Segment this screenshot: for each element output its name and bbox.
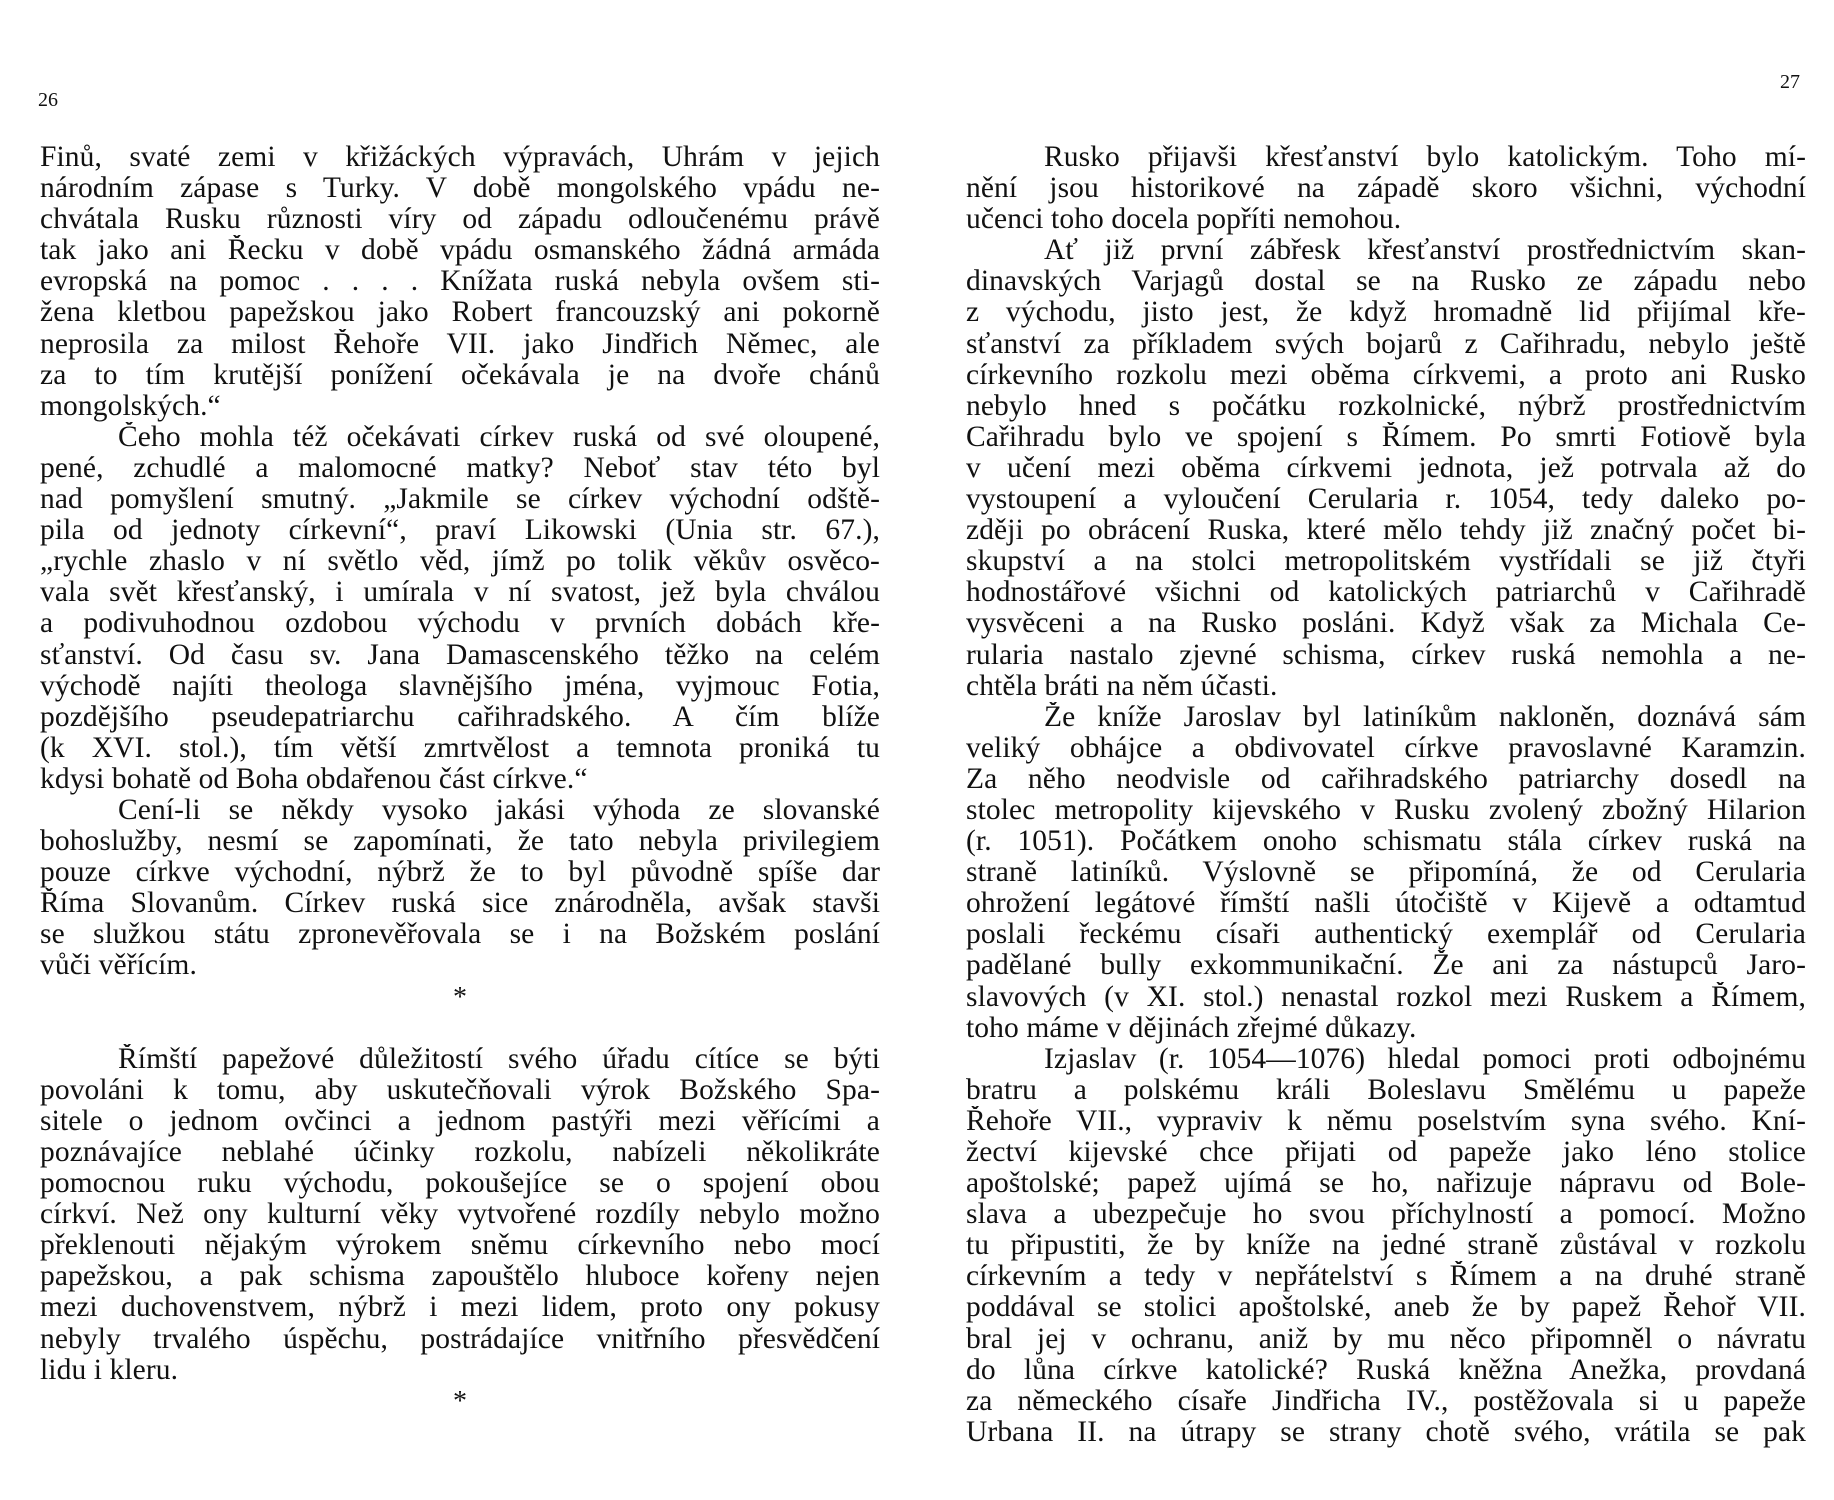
left-page-text — [40, 142, 880, 1448]
text-line: Římští papežové důležitostí svého úřadu cítíce se býti — [118, 1043, 880, 1075]
text-line: církví. Než ony kulturní věky vytvořené rozdíly nebylo možno — [40, 1199, 880, 1231]
text-line: pomocnou ruku východu, pokoušejíce se o spojení obou — [40, 1168, 880, 1200]
text-line: bohoslužby, nesmí se zapomínati, že tato nebyla privilegiem — [40, 826, 880, 858]
text-line: vala svět křesťanský, i umírala v ní svatost, jež byla chválou — [40, 577, 880, 609]
text-line: (k XVI. stol.), tím větší zmrtvělost a temnota proniká tu — [40, 732, 880, 764]
text-line: vysvěceni a na Rusko posláni. Když však za Michala Ce- — [966, 608, 1806, 640]
right-page-text — [966, 142, 1806, 1448]
text-line: slava a ubezpečuje ho svou příchylností a pomocí. Možno — [966, 1199, 1806, 1231]
text-line: žena kletbou papežskou jako Robert francouzský ani pokorně — [40, 297, 880, 329]
text-line: z východu, jisto jest, že když hromadně lid přijímal kře- — [966, 297, 1806, 329]
text-line: poddával se stolici apoštolské, aneb že by papež Řehoř VII. — [966, 1292, 1806, 1324]
text-line: překlenouti nějakým výrokem sněmu církevního nebo mocí — [40, 1230, 880, 1262]
text-line: východě najíti theologa slavnějšího jména, vyjmouc Fotia, — [40, 670, 880, 702]
text-line: tu připustiti, že by kníže na jedné straně zůstával v rozkolu — [966, 1230, 1806, 1262]
text-line: a podivuhodnou ozdobou východu v prvních dobách kře- — [40, 608, 880, 640]
text-line: učenci toho docela popříti nemohou. — [966, 204, 1402, 236]
text-line: sitele o jednom ovčinci a jednom pastýři mezi věřícími a — [40, 1105, 880, 1137]
text-line: církevním a tedy v nepřátelství s Římem a na druhé straně — [966, 1261, 1806, 1293]
text-line: pouze církve východní, nýbrž že to byl původně spíše dar — [40, 857, 880, 889]
text-line: slavových (v XI. stol.) nenastal rozkol mezi Ruskem a Římem, — [966, 981, 1806, 1013]
text-line: lidu i kleru. — [40, 1354, 179, 1386]
text-line: bratru a polskému králi Boleslavu Smělému u papeže — [966, 1074, 1806, 1106]
text-line: ohrožení legátové římští našli útočiště v Kijevě a odtamtud — [966, 888, 1806, 920]
section-separator: * — [452, 981, 468, 1013]
text-line: Čeho mohla též očekávati církev ruská od své oloupené, — [118, 421, 880, 453]
text-line: vůči věřícím. — [40, 950, 197, 982]
text-line: pila od jednoty církevní“, praví Likowski (Unia str. 67.), — [40, 515, 880, 547]
text-line: Řehoře VII., vypraviv k němu poselstvím syna svého. Kní- — [966, 1105, 1806, 1137]
page-number-left: 26 — [38, 89, 58, 111]
text-line: padělané bully exkommunikační. Že ani za nástupců Jaro- — [966, 950, 1806, 982]
text-line: neprosila za milost Řehoře VII. jako Jindřich Němec, ale — [40, 328, 880, 360]
text-line: chvátala Rusku různosti víry od západu odloučenému právě — [40, 204, 880, 236]
text-line: veliký obhájce a obdivovatel církve pravoslavné Karamzin. — [966, 732, 1806, 764]
text-line: Říma Slovanům. Církev ruská sice znárodněla, avšak stavši — [40, 888, 880, 920]
text-line: mongolských.“ — [40, 390, 221, 422]
text-line: poslali řeckému císaři authentický exemplář od Cerularia — [966, 919, 1806, 951]
text-line: apoštolské; papež ujímá se ho, nařizuje nápravu od Bole- — [966, 1168, 1806, 1200]
text-line: Cení-li se někdy vysoko jakási výhoda ze slovanské — [118, 794, 880, 826]
text-line: papežskou, a pak schisma zapouštělo hluboce kořeny nejen — [40, 1261, 880, 1293]
text-line: nad pomyšlení smutný. „Jakmile se církev východní odště- — [40, 484, 880, 516]
page-number-right: 27 — [1780, 71, 1800, 93]
text-line: Finů, svaté zemi v křižáckých výpravách, Uhrám v jejich — [40, 142, 880, 173]
text-line: skupství a na stolci metropolitském vystřídali se již čtyři — [966, 546, 1806, 578]
text-line: poznávajíce neblahé účinky rozkolu, nabízeli několikráte — [40, 1137, 880, 1168]
text-line: sťanství za příkladem svých bojarů z Cařihradu, nebylo ještě — [966, 328, 1806, 360]
text-line: evropská na pomoc . . . . Knížata ruská nebyla ovšem sti- — [40, 266, 880, 298]
text-line: sťanství. Od času sv. Jana Damascenského těžko na celém — [40, 639, 880, 671]
text-line: v učení mezi oběma církvemi jednota, jež potrvala až do — [966, 452, 1806, 484]
text-line: chtěla bráti na něm účasti. — [966, 670, 1278, 702]
spacer — [40, 1013, 880, 1044]
text-line: za německého císaře Jindřicha IV., postěžovala si u papeže — [966, 1385, 1806, 1417]
text-line: nění jsou historikové na západě skoro všichni, východní — [966, 173, 1806, 205]
text-line: nebylo hned s počátku rozkolnické, nýbrž prostřednictvím — [966, 390, 1806, 422]
text-line: církevního rozkolu mezi oběma církvemi, a proto ani Rusko — [966, 359, 1806, 391]
text-line: Za něho neodvisle od cařihradského patriarchy dosedl na — [966, 763, 1806, 795]
text-line: (r. 1051). Počátkem onoho schismatu stála církev ruská na — [966, 826, 1806, 858]
text-line: se služkou státu zpronevěřovala se i na Božském poslání — [40, 919, 880, 951]
text-line: dinavských Varjagů dostal se na Rusko ze západu nebo — [966, 266, 1806, 298]
text-line: vystoupení a vyloučení Cerularia r. 1054, tedy daleko po- — [966, 484, 1806, 516]
text-line: Izjaslav (r. 1054—1076) hledal pomoci proti odbojnému — [1044, 1043, 1806, 1075]
text-line: hodnostářové všichni od katolických patriarchů v Cařihradě — [966, 577, 1806, 609]
text-line: Urbana II. na útrapy se strany chotě svého, vrátila se pak — [966, 1416, 1806, 1448]
text-line: bral jej v ochranu, aniž by mu něco připomněl o návratu — [966, 1323, 1806, 1355]
text-line: rularia nastalo zjevné schisma, církev ruská nemohla a ne- — [966, 639, 1806, 671]
section-separator: * — [452, 1385, 468, 1417]
text-line: za to tím krutější ponížení očekávala je na dvoře chánů — [40, 359, 880, 391]
text-line: kdysi bohatě od Boha obdařenou část církve.“ — [40, 763, 588, 795]
text-line: tak jako ani Řecku v době vpádu osmanského žádná armáda — [40, 235, 880, 267]
text-line: Že kníže Jaroslav byl latiníkům nakloněn, doznává sám — [1044, 701, 1806, 733]
text-line: nebyly trvalého úspěchu, postrádajíce vnitřního přesvědčení — [40, 1323, 880, 1355]
text-line: pené, zchudlé a malomocné matky? Neboť stav této byl — [40, 452, 880, 484]
text-line: mezi duchovenstvem, nýbrž i mezi lidem, proto ony pokusy — [40, 1292, 880, 1324]
text-line: zději po obrácení Ruska, které mělo tehdy již značný počet bi- — [966, 515, 1806, 547]
text-line: žectví kijevské chce přijati od papeže jako léno stolice — [966, 1137, 1806, 1168]
text-line: povoláni k tomu, aby uskutečňovali výrok Božského Spa- — [40, 1074, 880, 1106]
text-line: do lůna církve katolické? Ruská kněžna Anežka, provdaná — [966, 1354, 1806, 1386]
text-line: Cařihradu bylo ve spojení s Římem. Po smrti Fotiově byla — [966, 421, 1806, 453]
text-line: stolec metropolity kijevského v Rusku zvolený zbožný Hilarion — [966, 794, 1806, 826]
text-line: Rusko přijavši křesťanství bylo katolickým. Toho mí- — [1044, 142, 1806, 173]
text-line: „rychle zhaslo v ní světlo věd, jímž po tolik věkův osvěco- — [40, 546, 880, 578]
spacer — [40, 1417, 880, 1448]
text-line: toho máme v dějinách zřejmé důkazy. — [966, 1012, 1417, 1044]
text-line: Ať již první zábřesk křesťanství prostřednictvím skan- — [1044, 235, 1806, 267]
text-line: straně latiníků. Výslovně se připomíná, že od Cerularia — [966, 857, 1806, 889]
text-line: národním zápase s Turky. V době mongolského vpádu ne- — [40, 173, 880, 205]
text-line: pozdějšího pseudepatriarchu cařihradského. A čím blíže — [40, 701, 880, 733]
